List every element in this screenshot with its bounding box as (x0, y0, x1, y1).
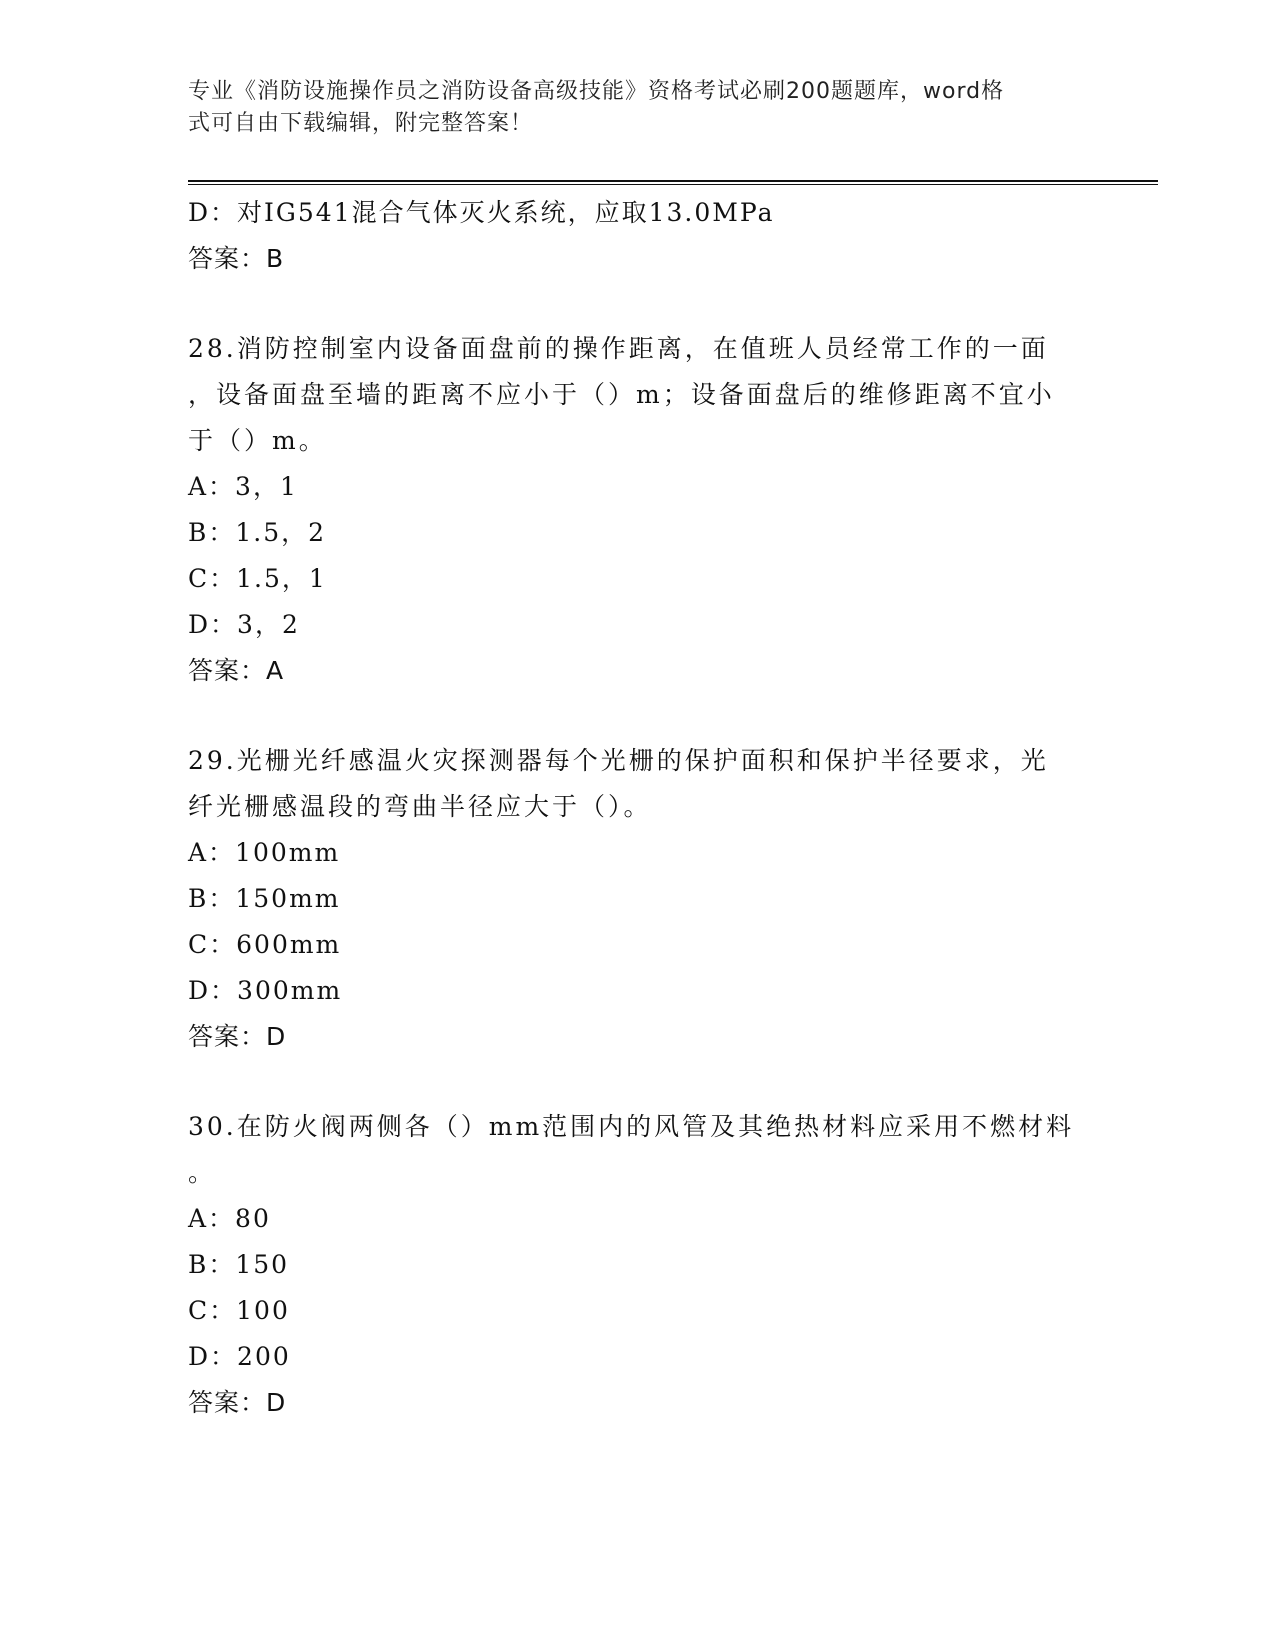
option-b: B：150 (188, 1250, 290, 1279)
option-c: C：600mm (188, 930, 342, 959)
header-line-1: 专业《消防设施操作员之消防设备高级技能》资格考试必刷200题题库，word格 (188, 79, 1005, 104)
question-content (188, 190, 1088, 1426)
header-divider-thick (188, 180, 1158, 182)
question-block-30 (188, 1104, 1088, 1426)
option-b: B：150mm (188, 884, 341, 913)
question-stem-line: 于（）m。 (188, 426, 327, 455)
option-d: D：300mm (188, 976, 343, 1005)
question-stem-line: 。 (188, 1158, 217, 1187)
answer: 答案：D (188, 1022, 287, 1051)
question-block-29 (188, 738, 1088, 1060)
option-a: A：100mm (188, 838, 341, 867)
question-stem-line: 30.在防火阀两侧各（）mm范围内的风管及其绝热材料应采用不燃材料 (188, 1112, 1075, 1141)
spacer (188, 1060, 1088, 1104)
option-a: A：80 (188, 1204, 271, 1233)
option-d: D：200 (188, 1342, 291, 1371)
header-line-2: 式可自由下载编辑，附完整答案！ (188, 111, 534, 136)
answer: 答案：D (188, 1388, 287, 1417)
question-stem-line: 28.消防控制室内设备面盘前的操作距离，在值班人员经常工作的一面 (188, 334, 1049, 363)
carryover-answer: 答案：B (188, 244, 285, 273)
spacer (188, 282, 1088, 326)
spacer (188, 694, 1088, 738)
option-b: B：1.5，2 (188, 518, 327, 547)
option-a: A：3，1 (188, 472, 298, 501)
question-stem-line: 纤光栅感温段的弯曲半径应大于（）。 (188, 792, 652, 821)
question-block-28 (188, 326, 1088, 694)
question-stem-line: 29.光栅光纤感温火灾探测器每个光栅的保护面积和保护半径要求，光 (188, 746, 1049, 775)
option-d: D：3，2 (188, 610, 300, 639)
question-stem-line: ，设备面盘至墙的距离不应小于（）m；设备面盘后的维修距离不宜小 (188, 380, 1055, 409)
answer: 答案：A (188, 656, 285, 685)
document-header (188, 76, 1068, 140)
option-c: C：100 (188, 1296, 290, 1325)
header-divider-thin (188, 184, 1158, 185)
carryover-option-d: D：对IG541混合气体灭火系统，应取13.0MPa (188, 198, 775, 227)
option-c: C：1.5，1 (188, 564, 327, 593)
